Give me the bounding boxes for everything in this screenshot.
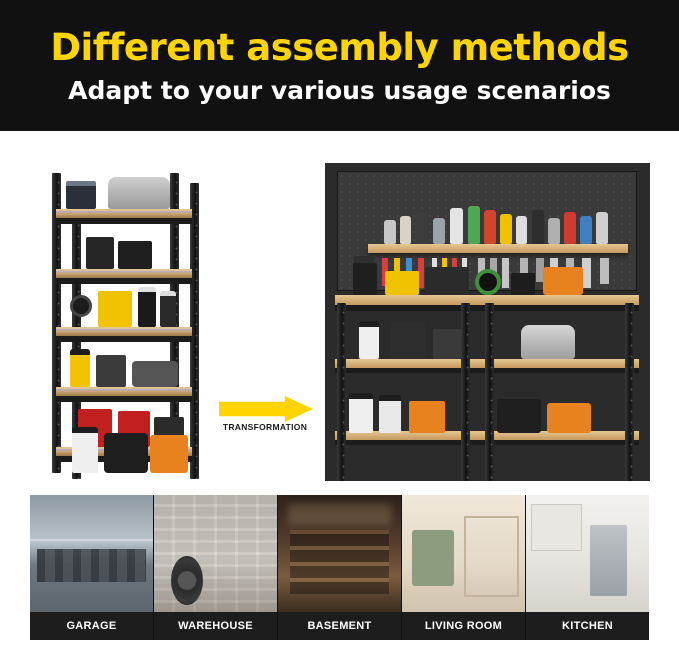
rack-shelf-3-edge (56, 336, 192, 342)
gallery-caption-living-room: LIVING ROOM (402, 612, 525, 640)
rack-item-tool-a (132, 361, 178, 387)
mid-item-bag (521, 325, 575, 359)
comparison-area (0, 131, 679, 491)
usage-scenario-gallery (30, 495, 649, 640)
rack-item-duffel-bag (108, 177, 170, 209)
header-banner (0, 0, 679, 131)
rack-item-white-jug (72, 427, 98, 473)
bench-item-drill (353, 263, 377, 295)
shelf-item-10 (532, 210, 544, 244)
rack-item-drill-box (96, 355, 126, 387)
gallery-caption-warehouse: WAREHOUSE (154, 612, 277, 640)
rack-shelf-1-board (56, 209, 192, 218)
rack-item-yellow-bottle (70, 349, 90, 387)
gallery-caption-garage: GARAGE (30, 612, 153, 640)
gallery-cell-kitchen[interactable] (526, 495, 649, 640)
kitchen-photo (526, 495, 649, 612)
shelf-item-8 (500, 214, 512, 244)
hanging-wrench-3 (502, 258, 509, 288)
rack-shelf-3-board (56, 327, 192, 336)
rack-shelf-4-edge (56, 396, 192, 402)
shelf-item-14 (596, 212, 608, 244)
hanging-spanner-4 (582, 258, 591, 288)
rack-shelf-2-edge (56, 278, 192, 284)
rack-item-yellow-case (98, 291, 132, 327)
pegboard-top-shelf (368, 244, 628, 253)
rack-shelf-2-board (56, 269, 192, 278)
storage-rack (30, 141, 205, 481)
living-room-photo (402, 495, 525, 612)
shelf-item-1 (384, 220, 396, 244)
bottom-item-orange-case (409, 401, 445, 433)
warehouse-photo (154, 495, 277, 612)
shelf-item-4 (433, 218, 445, 244)
bottom-item-orange-tote (547, 403, 591, 433)
rack-item-orange-tote (150, 435, 188, 473)
workbench-leg-1 (337, 303, 346, 481)
gallery-cell-living-room[interactable] (402, 495, 526, 640)
gallery-caption-basement: BASEMENT (278, 612, 401, 640)
bench-item-toolbox (425, 267, 469, 295)
rack-item-case-a (86, 237, 114, 269)
gallery-cell-basement[interactable] (278, 495, 402, 640)
bench-item-grinder (475, 269, 501, 295)
transformation-label: TRANSFORMATION (222, 422, 308, 432)
mid-item-jug (359, 321, 379, 359)
transformation-indicator (205, 396, 325, 441)
rack-item-tool-bag (104, 433, 148, 473)
shelf-item-5 (450, 208, 463, 244)
garage-photo (30, 495, 153, 612)
basement-photo (278, 495, 401, 612)
rack-item-oil-bottle-a (138, 287, 156, 327)
shelf-item-6 (468, 206, 480, 244)
bottom-item-jug-a (349, 393, 373, 433)
rack-item-power-tool (70, 295, 92, 317)
shelf-item-3 (415, 212, 428, 244)
page-subtitle: Adapt to your various usage scenarios (68, 75, 611, 105)
shelf-item-11 (548, 218, 560, 244)
rack-shelf-4-board (56, 387, 192, 396)
gallery-cell-warehouse[interactable] (154, 495, 278, 640)
storage-rack-scene (30, 141, 205, 481)
rack-shelf-1-edge (56, 218, 192, 224)
rack-item-oil-bottle-b (160, 291, 176, 327)
shelf-item-2 (400, 216, 411, 244)
bench-item-tape (511, 273, 535, 295)
bottom-item-black-tote (497, 399, 541, 433)
hanging-spanner-5 (600, 258, 609, 284)
shelf-item-7 (484, 210, 496, 244)
gallery-cell-garage[interactable] (30, 495, 154, 640)
shelf-item-12 (564, 212, 576, 244)
shelf-item-13 (580, 216, 592, 244)
workbench-leg-4 (625, 303, 634, 481)
page-title: Different assembly methods (50, 25, 629, 69)
rack-item-toolbox (66, 181, 96, 209)
arrow-right-icon (219, 396, 313, 422)
gallery-caption-kitchen: KITCHEN (526, 612, 649, 640)
bench-item-yellow-tool (385, 271, 419, 295)
mid-item-case (391, 323, 425, 359)
workbench-leg-3 (485, 303, 494, 481)
workbench-leg-2 (461, 303, 470, 481)
bottom-item-jug-b (379, 395, 401, 433)
workbench-scene (325, 163, 650, 481)
bench-item-organizer (543, 267, 583, 295)
shelf-item-9 (516, 216, 527, 244)
rack-item-case-b (118, 241, 152, 269)
